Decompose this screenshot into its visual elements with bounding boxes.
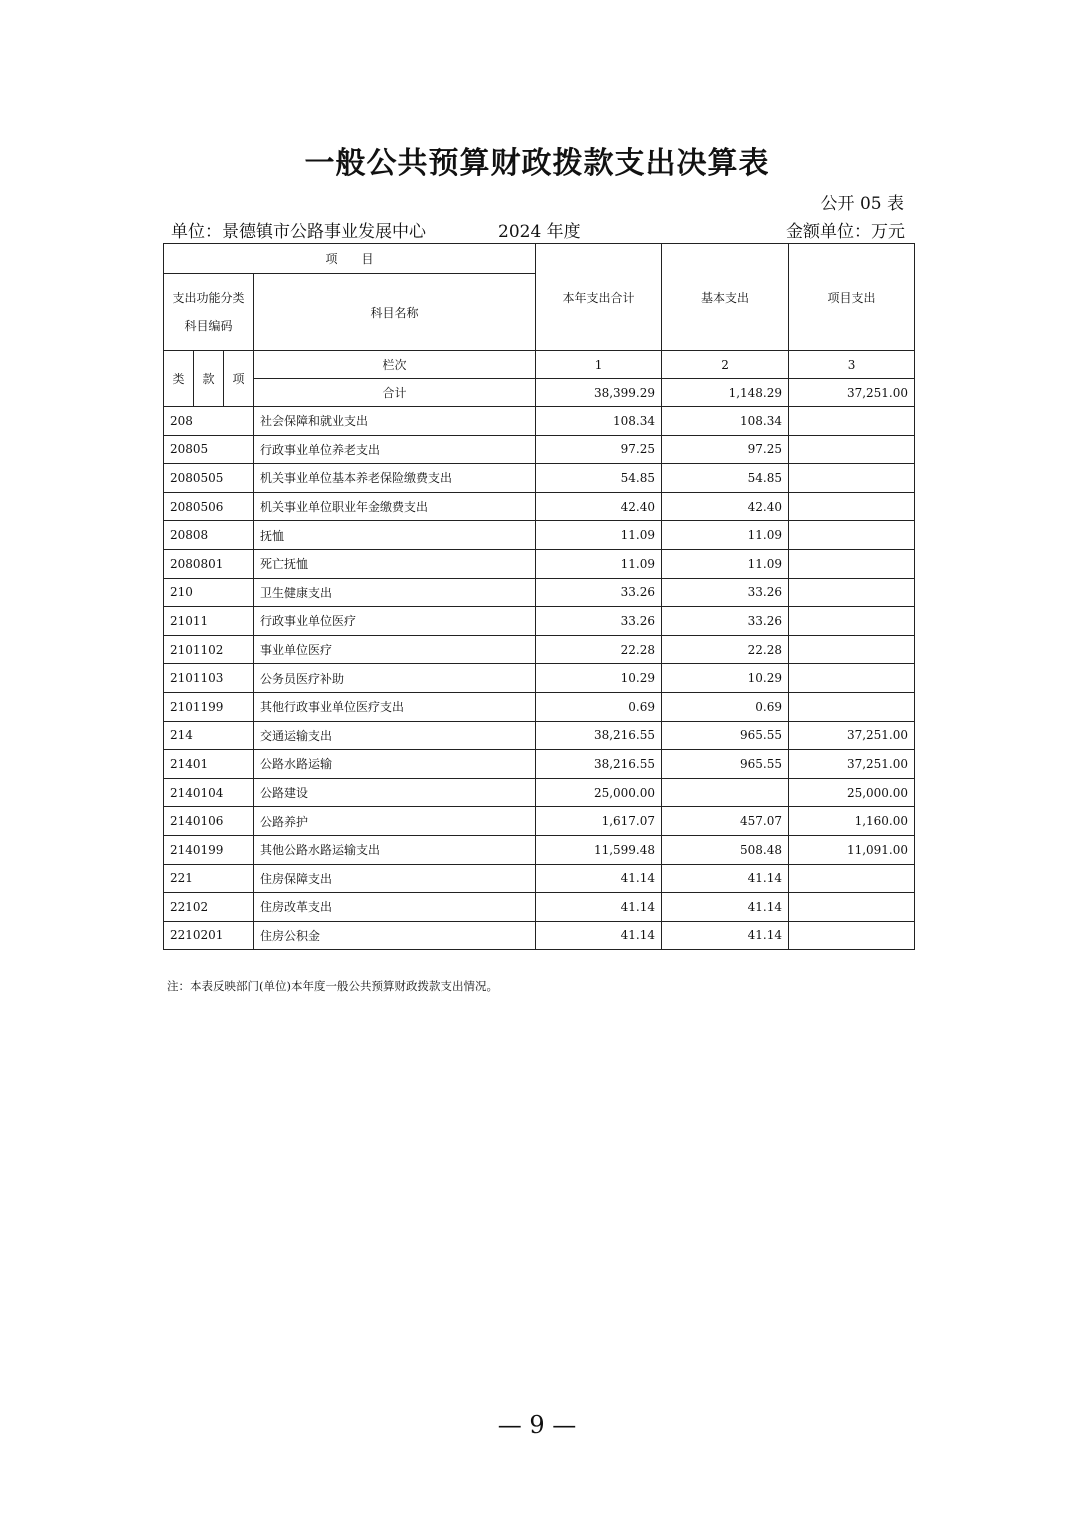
row-subject-name: 交通运输支出	[254, 721, 536, 750]
table-row	[164, 750, 915, 779]
row-project	[789, 607, 915, 636]
row-subject-name: 死亡抚恤	[254, 549, 536, 578]
row-code: 221	[164, 864, 254, 893]
row-basic: 0.69	[662, 692, 789, 721]
table-row	[164, 521, 915, 550]
money-unit: 金额单位：万元	[786, 222, 905, 242]
row-project	[789, 578, 915, 607]
row-project: 37,251.00	[789, 750, 915, 779]
table-row	[164, 549, 915, 578]
row-basic: 42.40	[662, 492, 789, 521]
row-subject-name: 公路养护	[254, 807, 536, 836]
row-project	[789, 492, 915, 521]
table-row	[164, 807, 915, 836]
row-subject-name: 行政事业单位养老支出	[254, 435, 536, 464]
row-subject-name: 公路建设	[254, 778, 536, 807]
row-code: 2140104	[164, 778, 254, 807]
header-kuan: 款	[194, 351, 224, 407]
row-project	[789, 664, 915, 693]
row-basic: 457.07	[662, 807, 789, 836]
table-row	[164, 607, 915, 636]
table-row	[164, 835, 915, 864]
row-subject-name: 其他公路水路运输支出	[254, 835, 536, 864]
row-total: 33.26	[536, 607, 662, 636]
table-row	[164, 664, 915, 693]
row-code: 208	[164, 407, 254, 436]
sum-total: 38,399.29	[536, 379, 662, 407]
row-basic: 41.14	[662, 893, 789, 922]
row-project	[789, 635, 915, 664]
row-code: 20808	[164, 521, 254, 550]
row-total: 11,599.48	[536, 835, 662, 864]
sum-basic: 1,148.29	[662, 379, 789, 407]
row-project	[789, 435, 915, 464]
row-subject-name: 行政事业单位医疗	[254, 607, 536, 636]
row-basic: 33.26	[662, 578, 789, 607]
header-code-group: 支出功能分类 科目编码	[164, 274, 254, 351]
header-item: 项 目	[164, 244, 536, 274]
header-subject-name: 科目名称	[254, 274, 536, 351]
table-row	[164, 893, 915, 922]
table-row	[164, 721, 915, 750]
header-project: 项目支出	[789, 244, 915, 351]
row-total: 108.34	[536, 407, 662, 436]
row-total: 54.85	[536, 464, 662, 493]
row-subject-name: 其他行政事业单位医疗支出	[254, 692, 536, 721]
row-total: 33.26	[536, 578, 662, 607]
row-code: 20805	[164, 435, 254, 464]
row-subject-name: 公务员医疗补助	[254, 664, 536, 693]
table-row	[164, 692, 915, 721]
row-total: 41.14	[536, 921, 662, 950]
row-total: 22.28	[536, 635, 662, 664]
row-project	[789, 893, 915, 922]
row-total: 41.14	[536, 893, 662, 922]
row-basic: 33.26	[662, 607, 789, 636]
header-basic: 基本支出	[662, 244, 789, 351]
row-basic	[662, 778, 789, 807]
table-row	[164, 435, 915, 464]
row-code: 2101102	[164, 635, 254, 664]
row-basic: 41.14	[662, 921, 789, 950]
row-subject-name: 社会保障和就业支出	[254, 407, 536, 436]
row-basic: 54.85	[662, 464, 789, 493]
row-project	[789, 521, 915, 550]
table-row	[164, 921, 915, 950]
row-code: 21401	[164, 750, 254, 779]
row-total: 97.25	[536, 435, 662, 464]
page-number: — 9 —	[497, 1411, 577, 1439]
row-project	[789, 407, 915, 436]
fiscal-year: 2024 年度	[498, 222, 581, 242]
header-col2: 2	[662, 351, 789, 379]
row-total: 11.09	[536, 549, 662, 578]
row-code: 2080801	[164, 549, 254, 578]
row-project	[789, 692, 915, 721]
row-basic: 10.29	[662, 664, 789, 693]
table-row	[164, 407, 915, 436]
meta-line	[163, 217, 905, 241]
row-subject-name: 事业单位医疗	[254, 635, 536, 664]
form-number: 公开 05 表	[820, 194, 904, 214]
row-code: 2101103	[164, 664, 254, 693]
unit-name: 单位：景德镇市公路事业发展中心	[171, 222, 426, 242]
table-row	[164, 635, 915, 664]
row-total: 1,617.07	[536, 807, 662, 836]
row-basic: 108.34	[662, 407, 789, 436]
row-total: 25,000.00	[536, 778, 662, 807]
sum-project: 37,251.00	[789, 379, 915, 407]
table-row	[164, 464, 915, 493]
row-project: 37,251.00	[789, 721, 915, 750]
row-subject-name: 机关事业单位职业年金缴费支出	[254, 492, 536, 521]
row-code: 2210201	[164, 921, 254, 950]
row-code: 22102	[164, 893, 254, 922]
row-subject-name: 住房保障支出	[254, 864, 536, 893]
row-basic: 22.28	[662, 635, 789, 664]
row-basic: 508.48	[662, 835, 789, 864]
row-project	[789, 464, 915, 493]
row-total: 10.29	[536, 664, 662, 693]
row-basic: 41.14	[662, 864, 789, 893]
budget-table	[163, 243, 915, 950]
row-code: 2101199	[164, 692, 254, 721]
row-subject-name: 卫生健康支出	[254, 578, 536, 607]
table-row	[164, 864, 915, 893]
header-total: 本年支出合计	[536, 244, 662, 351]
row-project: 11,091.00	[789, 835, 915, 864]
row-subject-name: 机关事业单位基本养老保险缴费支出	[254, 464, 536, 493]
table-row	[164, 778, 915, 807]
row-code: 214	[164, 721, 254, 750]
row-basic: 965.55	[662, 721, 789, 750]
row-total: 11.09	[536, 521, 662, 550]
row-code: 21011	[164, 607, 254, 636]
row-code: 2140199	[164, 835, 254, 864]
header-lei: 类	[164, 351, 194, 407]
page-title: 一般公共预算财政拨款支出决算表	[304, 146, 770, 181]
table-row	[164, 578, 915, 607]
row-subject-name: 抚恤	[254, 521, 536, 550]
row-code: 2080506	[164, 492, 254, 521]
header-lanci: 栏次	[254, 351, 536, 379]
row-total: 41.14	[536, 864, 662, 893]
row-code: 2140106	[164, 807, 254, 836]
row-code: 210	[164, 578, 254, 607]
row-subject-name: 住房改革支出	[254, 893, 536, 922]
row-project	[789, 864, 915, 893]
row-subject-name: 公路水路运输	[254, 750, 536, 779]
row-subject-name: 住房公积金	[254, 921, 536, 950]
row-total: 38,216.55	[536, 721, 662, 750]
row-total: 0.69	[536, 692, 662, 721]
row-total: 38,216.55	[536, 750, 662, 779]
sum-label: 合计	[254, 379, 536, 407]
row-total: 42.40	[536, 492, 662, 521]
row-project	[789, 549, 915, 578]
row-basic: 965.55	[662, 750, 789, 779]
header-xiang: 项	[224, 351, 254, 407]
row-basic: 11.09	[662, 549, 789, 578]
row-code: 2080505	[164, 464, 254, 493]
row-basic: 97.25	[662, 435, 789, 464]
header-col3: 3	[789, 351, 915, 379]
table-note: 注：本表反映部门(单位)本年度一般公共预算财政拨款支出情况。	[167, 979, 498, 993]
header-col1: 1	[536, 351, 662, 379]
row-project: 1,160.00	[789, 807, 915, 836]
row-project	[789, 921, 915, 950]
row-project: 25,000.00	[789, 778, 915, 807]
row-basic: 11.09	[662, 521, 789, 550]
table-row	[164, 492, 915, 521]
